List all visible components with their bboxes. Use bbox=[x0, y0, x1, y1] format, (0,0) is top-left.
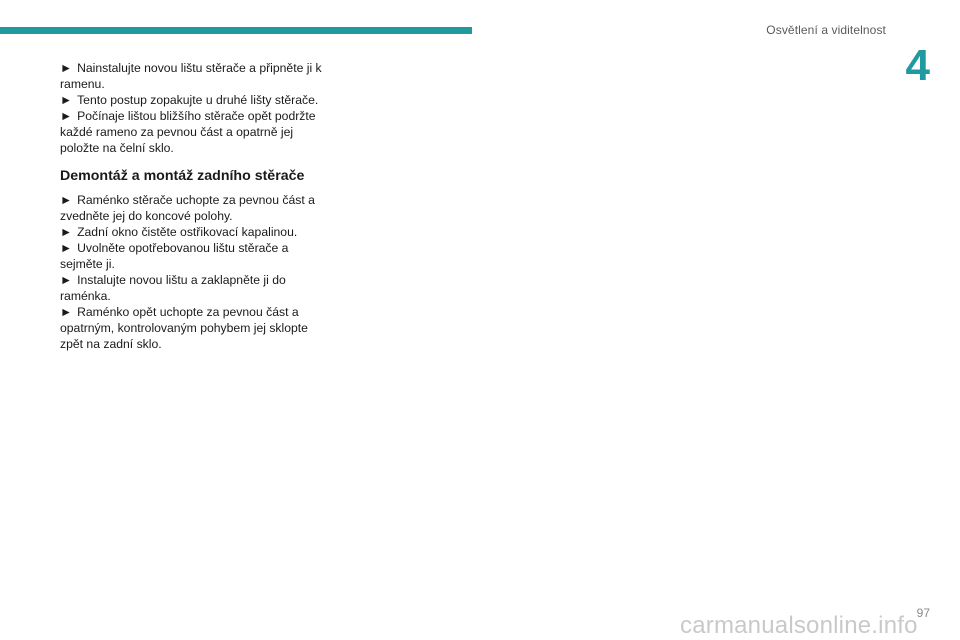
header-accent-bar bbox=[0, 27, 472, 34]
bullet-arrow-icon: ► bbox=[60, 225, 73, 239]
instruction-item bbox=[60, 224, 326, 240]
instruction-text: Uvolněte opotřebovanou lištu stěrače a sejměte ji. bbox=[60, 241, 289, 271]
section-title: Osvětlení a viditelnost bbox=[766, 23, 886, 37]
bullet-arrow-icon: ► bbox=[60, 61, 73, 75]
watermark: carmanualsonline.info bbox=[680, 612, 918, 639]
instruction-item bbox=[60, 92, 326, 108]
bullet-arrow-icon: ► bbox=[60, 241, 73, 255]
instruction-text: Instalujte novou lištu a zaklapněte ji do raménka. bbox=[60, 273, 286, 303]
instruction-text: Raménko opět uchopte za pevnou část a opatrným, kontrolovaným pohybem jej sklopte zpět na zadní sklo. bbox=[60, 305, 308, 351]
instruction-text: Počínaje lištou bližšího stěrače opět podržte každé rameno za pevnou část a opatrně jej položte na čelní sklo. bbox=[60, 109, 316, 155]
rear-wiper-heading: Demontáž a montáž zadního stěrače bbox=[60, 168, 305, 184]
instruction-item bbox=[60, 240, 326, 272]
instruction-item bbox=[60, 192, 326, 224]
bullet-arrow-icon: ► bbox=[60, 305, 73, 319]
bullet-arrow-icon: ► bbox=[60, 93, 73, 107]
instruction-item bbox=[60, 272, 326, 304]
instruction-text: Raménko stěrače uchopte za pevnou část a zvedněte jej do koncové polohy. bbox=[60, 193, 315, 223]
page-number: 97 bbox=[916, 606, 930, 620]
bullet-arrow-icon: ► bbox=[60, 273, 73, 287]
instruction-text: Tento postup zopakujte u druhé lišty stěrače. bbox=[77, 93, 319, 107]
bullet-arrow-icon: ► bbox=[60, 193, 73, 207]
instruction-item bbox=[60, 60, 326, 92]
chapter-number: 4 bbox=[905, 41, 930, 90]
instruction-item bbox=[60, 304, 326, 352]
instruction-text: Nainstalujte novou lištu stěrače a připněte ji k ramenu. bbox=[60, 61, 322, 91]
instruction-text: Zadní okno čistěte ostřikovací kapalinou. bbox=[77, 225, 298, 239]
bullet-arrow-icon: ► bbox=[60, 109, 73, 123]
instruction-item bbox=[60, 108, 326, 156]
main-content bbox=[60, 60, 326, 352]
